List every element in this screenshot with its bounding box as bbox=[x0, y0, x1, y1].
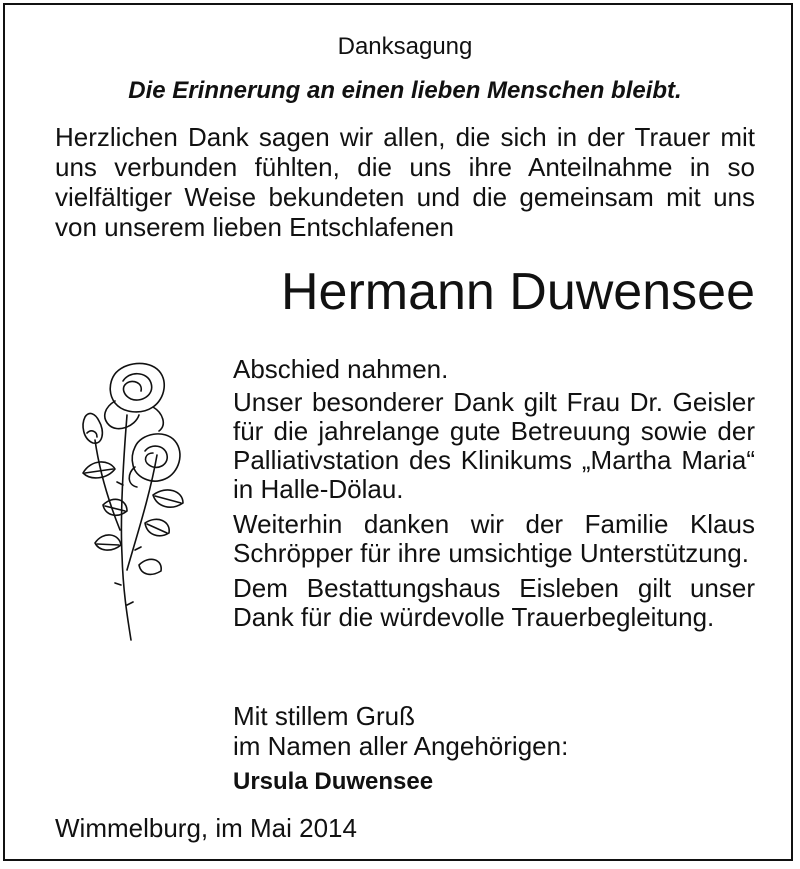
closing-block bbox=[233, 701, 755, 797]
message-paragraph: Dem Bestattungshaus Eisleben gilt unser Dank für die würdevolle Trauerbegleitung. bbox=[233, 573, 755, 632]
notice-heading: Danksagung bbox=[337, 33, 473, 60]
notice-frame bbox=[3, 3, 793, 861]
intro-paragraph: Herzlichen Dank sagen wir allen, die sich in der Trauer mit uns verbunden fühlten, die uns ihre Anteilnahme in so vielfältiger Weise bekundeten und die gemeinsam mit uns von unserem lieben Entschlafenen bbox=[55, 122, 755, 242]
message-paragraph: Weiterhin danken wir der Familie Klaus Schröpper für ihre umsichtige Unterstützung. bbox=[233, 509, 755, 568]
message-paragraph: Abschied nahmen. bbox=[233, 354, 449, 384]
message-paragraph: Unser besonderer Dank gilt Frau Dr. Geisler für die jahrelange gute Betreuung sowie der Palliativstation des Klinikums „Martha Maria“ in Halle-Dölau. bbox=[233, 387, 755, 504]
deceased-name: Hermann Duwensee bbox=[280, 263, 755, 321]
rose-icon bbox=[65, 355, 210, 645]
closing-on-behalf: im Namen aller Angehörigen: bbox=[233, 731, 569, 761]
signature: Ursula Duwensee bbox=[233, 768, 434, 795]
notice-motto: Die Erinnerung an einen lieben Menschen bleibt. bbox=[128, 77, 682, 104]
message-body bbox=[233, 355, 755, 638]
place-date: Wimmelburg, im Mai 2014 bbox=[55, 813, 357, 843]
closing-greeting: Mit stillem Gruß bbox=[233, 701, 415, 731]
